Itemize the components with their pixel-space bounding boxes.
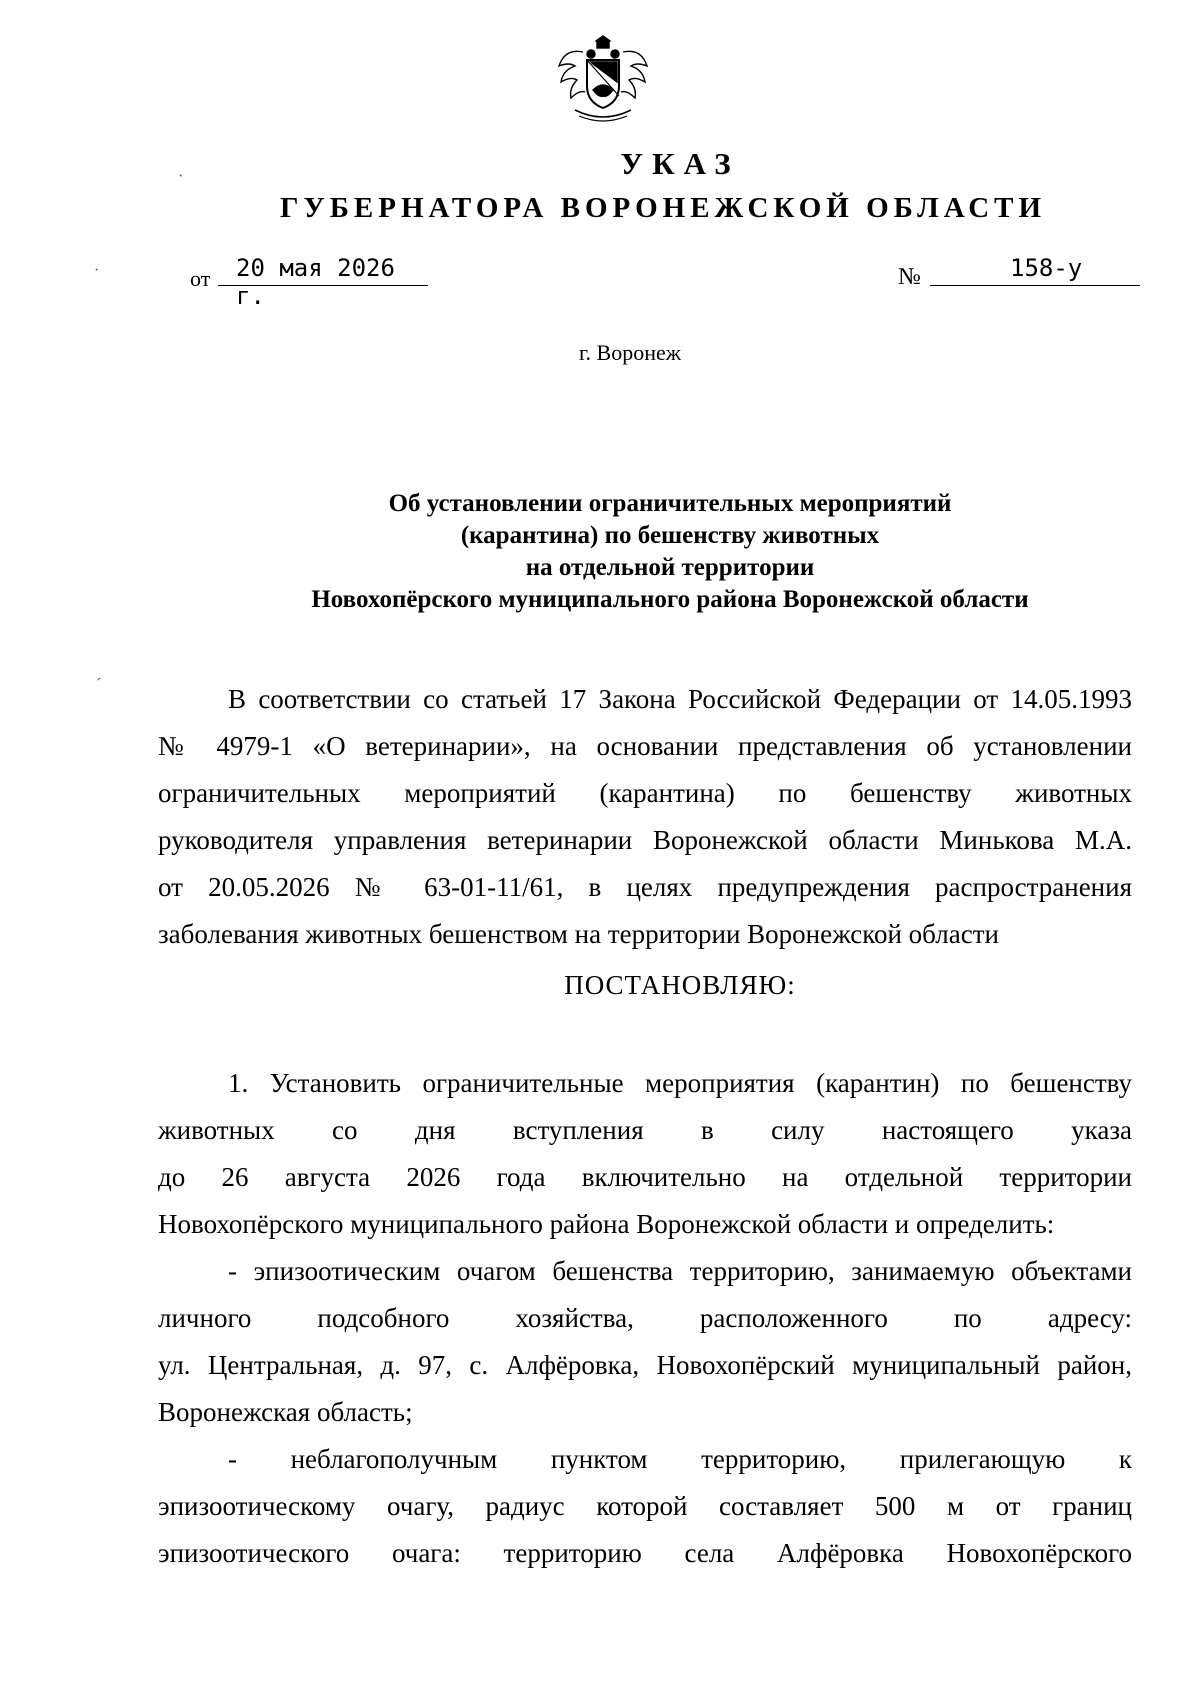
decree-word: ПОСТАНОВЛЯЮ: bbox=[564, 970, 796, 1000]
item-1-paragraph bbox=[158, 1060, 1132, 1248]
point-paragraph bbox=[158, 1436, 1132, 1577]
text-line: - неблагополучным пунктом территорию, прилегающую к bbox=[228, 1444, 1132, 1474]
scan-mark: · bbox=[178, 168, 184, 185]
number-prefix: № bbox=[898, 264, 921, 290]
text-line: ограничительных мероприятий (карантина) по бешенству животных bbox=[158, 778, 1132, 808]
text-line: В соответствии со статьей 17 Закона Российской Федерации от 14.05.1993 bbox=[228, 684, 1132, 714]
text-line: - эпизоотическим очагом бешенства территорию, занимаемую объектами bbox=[228, 1256, 1132, 1286]
title-line: на отдельной территории bbox=[525, 554, 815, 581]
document-type-heading: УКАЗ bbox=[620, 146, 740, 181]
text-line: руководителя управления ветеринарии Воронежской области Минькова М.А. bbox=[158, 825, 1132, 855]
decree-date-field: 20 мая 2026 г. bbox=[218, 254, 428, 286]
text-line: заболевания животных бешенством на территории Воронежской области bbox=[158, 919, 999, 949]
coat-of-arms-emblem bbox=[553, 30, 653, 130]
scan-mark: ˊ bbox=[96, 676, 102, 693]
text-line: ул. Центральная, д. 97, с. Алфёровка, Новохопёрский муниципальный район, bbox=[158, 1350, 1132, 1380]
city-line: г. Воронеж bbox=[579, 340, 681, 365]
document-issuer-heading: ГУБЕРНАТОРА ВОРОНЕЖСКОЙ ОБЛАСТИ bbox=[280, 192, 1047, 224]
text-line: эпизоотическому очагу, радиус которой составляет 500 м от границ bbox=[158, 1491, 1132, 1521]
decree-title bbox=[160, 488, 1140, 616]
title-line: Новохопёрского муниципального района Воронежской области bbox=[311, 586, 1029, 613]
preamble-paragraph bbox=[158, 676, 1132, 958]
text-line: Воронежская область; bbox=[158, 1397, 413, 1427]
date-prefix: от bbox=[190, 266, 211, 291]
text-line: Новохопёрского муниципального района Воронежской области и определить: bbox=[158, 1209, 1055, 1239]
title-line: (карантина) по бешенству животных bbox=[460, 522, 880, 549]
text-line: от 20.05.2026 № 63-01-11/61, в целях предупреждения распространения bbox=[158, 872, 1132, 902]
text-line: № 4979-1 «О ветеринарии», на основании представления об установлении bbox=[158, 731, 1132, 761]
text-line: личного подсобного хозяйства, расположенного по адресу: bbox=[158, 1303, 1132, 1333]
text-line: до 26 августа 2026 года включительно на отдельной территории bbox=[158, 1162, 1132, 1192]
title-line: Об установлении ограничительных мероприятий bbox=[388, 490, 952, 517]
text-line: 1. Установить ограничительные мероприятия (карантин) по бешенству bbox=[228, 1068, 1132, 1098]
text-line: эпизоотического очага: территорию села Алфёровка Новохопёрского bbox=[158, 1538, 1132, 1568]
scan-mark: · bbox=[94, 262, 100, 279]
text-line: животных со дня вступления в силу настоящего указа bbox=[158, 1115, 1132, 1145]
decree-number-field: 158-у bbox=[930, 254, 1140, 286]
focus-paragraph bbox=[158, 1248, 1132, 1436]
